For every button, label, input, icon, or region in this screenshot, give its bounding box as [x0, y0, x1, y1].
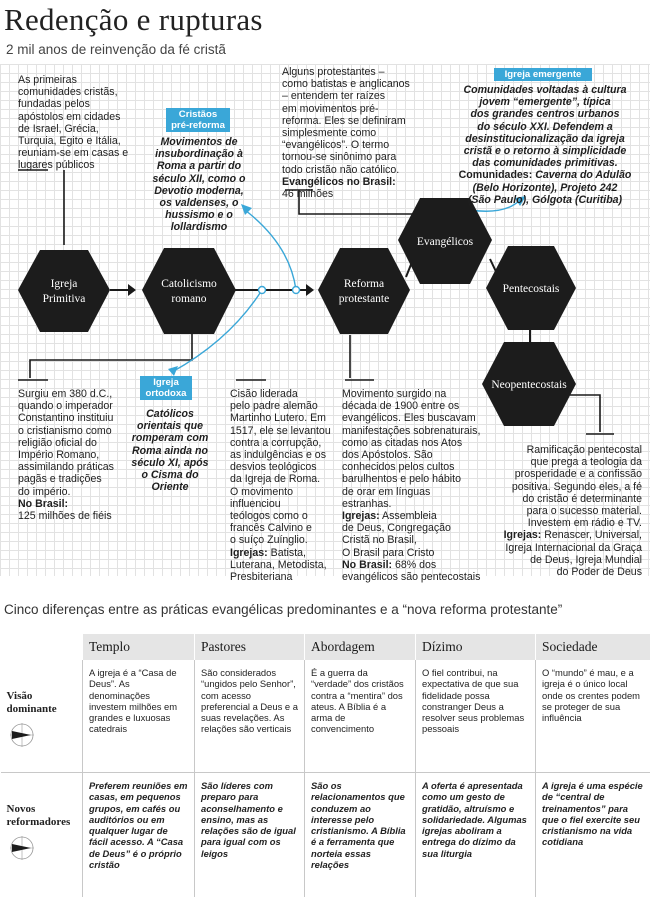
column-header: Abordagem [305, 634, 416, 660]
leader-neopentecostais [570, 395, 600, 432]
hex-label-evangelicos: Evangélicos [417, 236, 474, 248]
note-pentecostais: Movimento surgido na década de 1900 entre os evangélicos. Eles buscavam manifestações sobrenaturais, como as citadas nos Atos dos Apóstolos. São conhecidos pelos cultos barulhentos e pelo hábito de orar em línguas estranhas. Igrejas: Assembleia de Deus, Congregação Cristã no Brasil, O Brasil para Cristo No Brasil: 68% dos evangélicos são pentecostais [342, 388, 492, 583]
comparison-heading: Cinco diferenças entre as práticas evangélicas predominantes e a “nova reforma protestante” [4, 602, 562, 617]
hex-label-primitiva-1: Igreja [51, 278, 78, 290]
page-title: Redenção e rupturas [4, 2, 263, 38]
compass-icon [9, 835, 35, 861]
note-protestantes: Alguns protestantes – como batistas e anglicanos – entendem ter raízes em movimentos pré- reforma. Eles se definiram simplesmente como “evangélicos”. O termo tornou-se sinônimo para todo cristão não católico. Evangélicos no Brasil: 46 milhões [282, 66, 432, 200]
hex-reforma-protestante[interactable] [318, 248, 410, 334]
table-cell: O “mundo” é mau, e a igreja é o único local onde os crentes podem se proteger de sua influência [536, 660, 650, 773]
note-catolicismo: Surgiu em 380 d.C., quando o imperador Constantino instituiu o cristianismo como religião oficial do Império Romano, assimilando práticas pagãs e tradições do império. No Brasil: 125 milhões de fiéis [18, 388, 143, 522]
junction-ortodoxa [259, 287, 266, 294]
column-header: Dízimo [416, 634, 536, 660]
table-cell: São considerados “ungidos pelo Senhor”, com acesso preferencial a Deus e a suas revelações. As relações são verticais [195, 660, 305, 773]
comparison-header-row [1, 634, 650, 660]
column-header: Pastores [195, 634, 305, 660]
hex-label-catolicismo-1: Catolicismo [161, 278, 217, 290]
hex-igreja-primitiva[interactable] [18, 250, 110, 332]
tag-igreja-ortodoxa: Igreja ortodoxa [140, 376, 192, 400]
hex-label-neopentecostais: Neopentecostais [491, 379, 567, 391]
tag-cristaos-pre-reforma: Cristãos pré-reforma [166, 108, 230, 132]
note-igreja-emergente: Comunidades voltadas à cultura jovem “emergente”, típica dos grandes centros urbanos do século XXI. Defendem a desinstitucionalização da igreja cristã e o retorno à simplicidade das comunidades primitivas. Comunidades: Caverna do Adulão (Belo Horizonte), Projeto 242 (São Paulo), Gólgota (Curitiba) [452, 84, 638, 206]
tag-igreja-emergente: Igreja emergente [494, 68, 592, 81]
arrow-ortodoxa [168, 366, 178, 376]
table-cell: São líderes com preparo para aconselhamento e ensino, mas as relações são de igual para igual com os leigos [195, 773, 305, 897]
table-cell: A igreja é uma espécie de “central de treinamentos” para que o fiel exercite seu cristianismo na vida cotidiana [536, 773, 650, 897]
note-igreja-ortodoxa: Católicos orientais que romperam com Roma ainda no século XI, após o Cisma do Oriente [122, 408, 218, 493]
table-cell: O fiel contribui, na expectativa de que sua fidelidade possa constranger Deus a resolver seus problemas pessoais [416, 660, 536, 773]
table-row [1, 773, 650, 897]
compass-icon [9, 722, 35, 748]
note-igreja-primitiva: As primeiras comunidades cristãs, fundadas pelos apóstolos em cidades de Israel, Grécia, Turquia, Egito e Itália, reuniam-se em casas e lugares públicos [18, 74, 168, 172]
hex-label-catolicismo-2: romano [171, 293, 206, 305]
comparison-table [0, 634, 650, 897]
row-header-visao-dominante: Visão dominante [1, 660, 83, 773]
table-row [1, 660, 650, 773]
table-cell: É a guerra da “verdade” dos cristãos contra a “mentira” dos ateus. A Bíblia é a arma de convencimento [305, 660, 416, 773]
junction-cristaos [293, 287, 300, 294]
header-empty [1, 634, 83, 660]
hex-catolicismo-romano[interactable] [142, 248, 236, 334]
hex-label-primitiva-2: Primitiva [43, 293, 86, 305]
hex-label-reforma-1: Reforma [344, 278, 384, 290]
note-reforma: Cisão liderada pelo padre alemão Martinho Lutero. Em 1517, ele se levantou contra a corrupção, as indulgências e os desvios teológicos da Igreja de Roma. O movimento influenciou teólogos como o francês Calvino e o suíço Zuínglio. Igrejas: Batista, Luterana, Metodista, Presbiteriana [230, 388, 342, 583]
table-cell: Preferem reuniões em casas, em pequenos grupos, em cafés ou auditórios ou em qualquer lugar de fácil acesso. A “Casa de Deus” é o próprio cristão [83, 773, 195, 897]
table-cell: A igreja é a “Casa de Deus”. As denominações investem milhões em grandes e luxuosas catedrais [83, 660, 195, 773]
row-header-novos-reformadores: Novos reformadores [1, 773, 83, 897]
arrow-to-catolicismo [128, 284, 136, 296]
hex-label-pentecostais: Pentecostais [503, 283, 560, 295]
table-cell: São os relacionamentos que conduzem ao interesse pelo cristianismo. A Bíblia é a ferramenta que norteia essas relações [305, 773, 416, 897]
column-header: Sociedade [536, 634, 650, 660]
column-header: Templo [83, 634, 195, 660]
note-cristaos-pre-reforma: Movimentos de insubordinação à Roma a partir do século XII, como o Devotio moderna, os valdenses, o hussismo e o lollardismo [144, 136, 254, 234]
note-neopentecostais: Ramificação pentecostal que prega a teologia da prosperidade e a confissão positiva. Segundo eles, a fé do cristão é determinante para o sucesso material. Investem em rádio e TV. Igrejas: Renascer, Universal, Igreja Internacional da Graça de Deus, Igreja Mundial do Poder de Deus [472, 444, 642, 578]
hex-label-reforma-2: protestante [339, 293, 389, 305]
leader-catolicismo [30, 333, 192, 378]
arrow-to-reforma [306, 284, 314, 296]
page-subtitle: 2 mil anos de reinvenção da fé cristã [6, 42, 226, 57]
table-cell: A oferta é apresentada como um gesto de gratidão, altruísmo e solidariedade. Algumas igrejas aboliram a entrega do dízimo da sua liturgia [416, 773, 536, 897]
